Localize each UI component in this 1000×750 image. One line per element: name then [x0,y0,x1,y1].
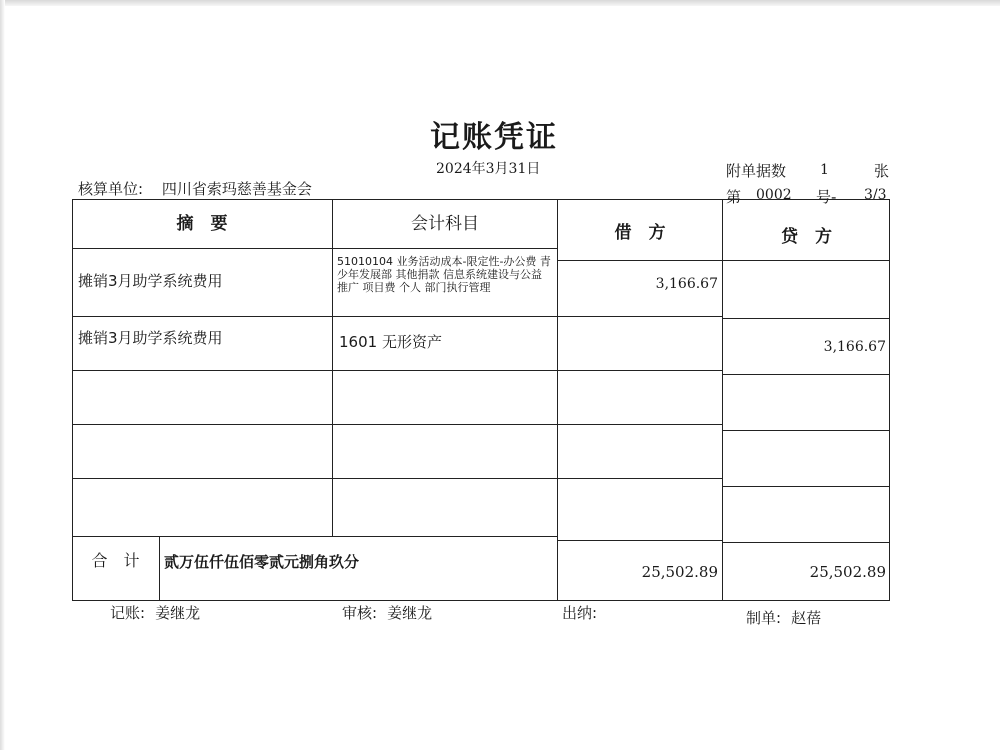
preparer-name: 赵蓓 [791,609,822,627]
total-debit-amount: 25,502.89 [641,563,718,581]
header-credit [723,199,890,261]
total-debit-cell [558,541,723,601]
table-row-3-summary [72,371,333,425]
scan-edge-left [0,0,5,750]
signature-cashier [562,602,607,623]
table-row-3-debit [558,371,723,425]
bookkeeper-label: 记账: [110,604,146,622]
attachment-unit: 张 [874,162,890,180]
bookkeeper-name: 姜继龙 [155,604,201,622]
header-account-label: 会计科目 [411,214,479,234]
header-summary [72,199,333,249]
scan-edge-top [0,0,1000,6]
attachment-count [726,160,896,181]
header-summary-label: 摘 要 [176,214,228,234]
table-row-3-account [333,371,558,425]
signature-preparer [746,607,821,628]
total-credit-amount: 25,502.89 [809,563,886,581]
table-row-1-debit [558,261,723,317]
header-credit-label: 贷 方 [781,227,832,247]
preparer-label: 制单: [746,609,782,627]
table-row-5-debit [558,479,723,541]
signature-reviewer [342,602,432,623]
table-row-2-credit [723,319,890,375]
voucher-page: 3/3 [864,187,887,203]
voucher-number-prefix: 第 [726,188,742,206]
row-1-summary-text: 摊销3月助学系统费用 [78,272,223,290]
table-row-5-credit [723,487,890,543]
accounting-unit [78,178,312,199]
header-debit-label: 借 方 [614,223,666,243]
table-row-5-summary [72,479,333,537]
table-row-4-summary [72,425,333,479]
header-debit [558,199,723,261]
table-row-4-debit [558,425,723,479]
total-label: 合 计 [91,551,140,570]
row-2-summary-text: 摊销3月助学系统费用 [78,329,223,347]
voucher-table [72,199,890,601]
voucher-title: 记账凭证 [430,120,558,155]
reviewer-name: 姜继龙 [387,604,433,622]
voucher-date: 2024年3月31日 [436,161,541,177]
reviewer-label: 审核: [342,604,378,622]
attachment-count-value: 1 [820,162,829,178]
table-row-3-credit [723,375,890,431]
table-row-2-summary [72,317,333,371]
accounting-unit-label: 核算单位: [78,180,144,198]
row-2-account-text: 1601 无形资产 [339,333,442,351]
attachment-label: 附单据数 [726,162,787,180]
accounting-unit-name: 四川省索玛慈善基金会 [161,180,312,198]
table-row-2-account [333,317,558,371]
table-row-5-account [333,479,558,537]
total-credit-cell [723,543,890,601]
table-row-2-debit [558,317,723,371]
table-row-4-credit [723,431,890,487]
signature-bookkeeper [110,602,200,623]
table-row-1-credit [723,261,890,319]
table-row-1-summary [72,249,333,317]
row-1-debit-amount: 3,166.67 [655,276,718,292]
header-account [333,199,558,249]
table-row-1-account [333,249,558,317]
total-amount-words: 贰万伍仟伍佰零贰元捌角玖分 [164,553,360,571]
voucher-number-suffix: 号- [816,188,837,206]
table-row-4-account [333,425,558,479]
cashier-label: 出纳: [562,604,598,622]
row-1-account-text: 51010104 业务活动成本-限定性-办公费 青少年发展部 其他捐款 信息系统建设与公益推广 项目费 个人 部门执行管理 [337,255,551,294]
row-2-credit-amount: 3,166.67 [823,339,886,355]
total-amount-words-cell [160,537,558,601]
voucher-number-value: 0002 [756,187,792,203]
total-label-cell [72,537,160,601]
